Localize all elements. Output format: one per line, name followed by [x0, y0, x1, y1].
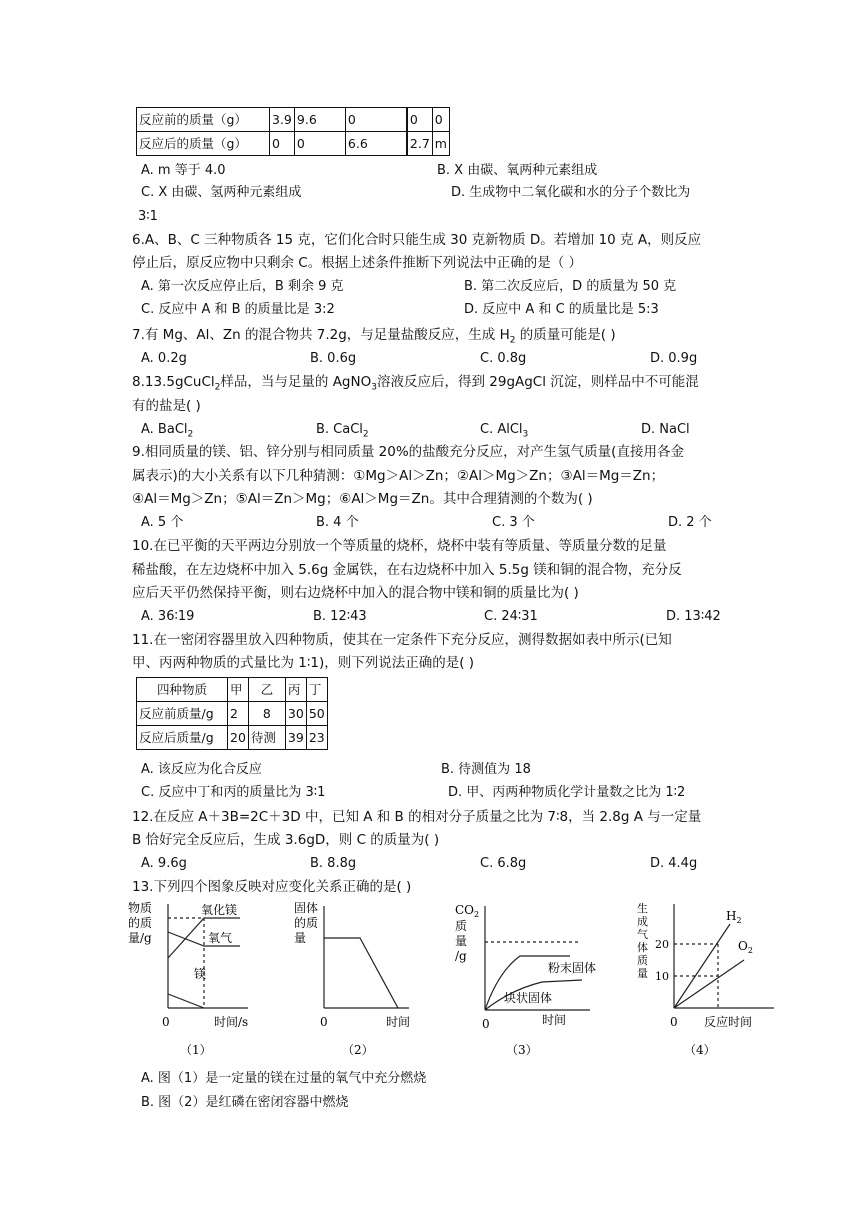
q9-option-a: A. 5 个 — [141, 515, 184, 530]
q10-stem-line1: 10.在已平衡的天平两边分别放一个等质量的烧杯，烧杯中装有等质量、等质量分数的足量 — [132, 538, 667, 554]
fig2-ylabel-2: 的质 — [294, 916, 319, 930]
q13-stem: 13.下列四个图象反映对应变化关系正确的是( ) — [132, 879, 412, 895]
line-o2 — [674, 960, 744, 1008]
figure-1 — [128, 898, 278, 1060]
fig1-origin: 0 — [162, 1015, 170, 1029]
fig4-ylabel-5: 质 — [637, 954, 648, 967]
fig4-ylabel-4: 体 — [637, 941, 648, 954]
line-solid-mass — [324, 938, 398, 1008]
fig3-ylabel-co: $CO_2$ — [455, 903, 480, 919]
fig4-label-h2: $H_2$ — [726, 909, 742, 925]
table-row: 反应后质量/g 20 待测 39 23 — [137, 726, 328, 750]
q11-option-a: A. 该反应为化合反应 — [141, 762, 262, 777]
q8-stem-line1: 8.13.5gCuCl$_2$样品，当与足量的 AgNO$_3$溶液反应后，得到 29gAgCl 沉淀，则样品中不可能混 — [132, 374, 699, 393]
q11-option-b: B. 待测值为 18 — [441, 762, 531, 777]
table-row: 反应前的质量（g） 3.9 9.6 0 0 0 — [137, 108, 450, 132]
q9-option-b: B. 4 个 — [316, 515, 359, 530]
q11-option-d: D. 甲、丙两种物质化学计量数之比为 1∶2 — [448, 785, 686, 800]
q5-option-a: A. m 等于 4.0 — [141, 163, 226, 178]
fig4-caption: （4） — [684, 1043, 716, 1057]
q7-option-d: D. 0.9g — [650, 351, 698, 366]
fig4-ylabel-6: 量 — [637, 967, 648, 980]
q10-option-d: D. 13∶42 — [666, 609, 721, 624]
fig1-ylabel-3: 量/g — [128, 931, 152, 945]
q9-stem-line3: ④Al＝Mg＞Zn；⑤Al＝Zn＞Mg；⑥Al＞Mg＝Zn。其中合理猜测的个数为( ) — [132, 491, 593, 507]
q9-stem-line2: 属表示)的大小关系有以下几种猜测：①Mg＞Al＞Zn；②Al＞Mg＞Zn；③Al＝Mg＝Zn； — [132, 468, 665, 484]
q12-stem-line2: B 恰好完全反应后，生成 3.6gD，则 C 的质量为( ) — [132, 832, 440, 848]
fig1-label-oxygen: 氧气 — [208, 931, 233, 945]
fig4-ylabel-1: 生 — [637, 902, 648, 915]
q5-option-d-cont: 3∶1 — [138, 209, 158, 224]
fig3-ylabel-3: 量 — [455, 934, 468, 948]
table-row: 反应前质量/g 2 8 30 50 — [137, 702, 328, 726]
reaction-mass-table — [136, 107, 450, 156]
table-row: 四种物质 甲 乙 丙 丁 — [137, 678, 328, 702]
q9-option-d: D. 2 个 — [668, 515, 712, 530]
fig2-ylabel-3: 量 — [294, 931, 307, 945]
fig1-label-mgo: 氧化镁 — [201, 903, 238, 917]
q6-stem-line2: 停止后，原反应物中只剩余 C。根据上述条件推断下列说法中正确的是（ ） — [132, 255, 583, 271]
fig2-caption: （2） — [342, 1043, 374, 1057]
fig3-origin: 0 — [482, 1017, 490, 1031]
fig3-xlabel: 时间 — [542, 1013, 567, 1027]
fig4-origin: 0 — [670, 1015, 678, 1029]
q5-option-b: B. X 由碳、氧两种元素组成 — [437, 163, 598, 178]
q12-option-d: D. 4.4g — [650, 856, 698, 871]
fig4-ylabel-2: 成 — [637, 915, 648, 928]
figure-2 — [294, 898, 424, 1060]
line-mg — [168, 994, 204, 1008]
fig4-label-o2: $O_2$ — [738, 939, 753, 955]
q7-stem: 7.有 Mg、Al、Zn 的混合物共 7.2g，与足量盐酸反应，生成 $H_2$ 的质量可能是( ) — [132, 327, 616, 346]
fig4-tick-20: 20 — [655, 938, 669, 951]
fig2-origin: 0 — [320, 1015, 328, 1029]
fig1-ylabel-2: 的质 — [128, 916, 153, 930]
q10-stem-line3: 应后天平仍然保持平衡，则右边烧杯中加入的混合物中镁和铜的质量比为( ) — [132, 585, 579, 601]
figure-4 — [634, 898, 784, 1060]
q8-option-a: A. BaCl$_2$ — [141, 422, 194, 440]
q7-option-a: A. 0.2g — [141, 351, 187, 366]
q7-option-b: B. 0.6g — [310, 351, 357, 366]
q9-option-c: C. 3 个 — [492, 515, 535, 530]
q10-stem-line2: 稀盐酸，在左边烧杯中加入 5.6g 金属铁，在右边烧杯中加入 5.5g 镁和铜的混合物，充分反 — [132, 562, 682, 578]
table-row: 反应后的质量（g） 0 0 6.6 2.7 m — [137, 132, 450, 156]
q6-stem-line1: 6.A、B、C 三种物质各 15 克，它们化合时只能生成 30 克新物质 D。若增加 10 克 A，则反应 — [132, 232, 702, 248]
fig3-label-lump: 块状固体 — [504, 991, 553, 1005]
q8-option-b: B. CaCl$_2$ — [316, 422, 369, 440]
q8-option-c: C. AlCl$_3$ — [480, 422, 529, 440]
q6-option-a: A. 第一次反应停止后，B 剩余 9 克 — [141, 279, 344, 294]
q11-option-c: C. 反应中丁和丙的质量比为 3∶1 — [141, 785, 326, 800]
q6-option-c: C. 反应中 A 和 B 的质量比是 3:2 — [141, 302, 335, 317]
q6-option-d: D. 反应中 A 和 C 的质量比是 5:3 — [464, 302, 659, 317]
fig3-caption: （3） — [506, 1043, 538, 1057]
q10-option-a: A. 36∶19 — [141, 609, 195, 624]
fig1-caption: （1） — [180, 1043, 212, 1057]
q11-stem-line2: 甲、丙两种物质的式量比为 1∶1)，则下列说法正确的是( ) — [132, 655, 475, 671]
fig2-ylabel-1: 固体 — [294, 901, 319, 915]
fig3-ylabel-4: /g — [455, 949, 467, 963]
q12-option-a: A. 9.6g — [141, 856, 187, 871]
fig4-xlabel: 反应时间 — [704, 1015, 753, 1029]
fig3-label-powder: 粉末固体 — [548, 961, 597, 975]
q13-option-b: B. 图（2）是红磷在密闭容器中燃烧 — [141, 1095, 349, 1110]
q6-option-b: B. 第二次反应后，D 的质量为 50 克 — [464, 279, 677, 294]
four-substances-table — [136, 677, 328, 750]
q13-option-a: A. 图（1）是一定量的镁在过量的氧气中充分燃烧 — [141, 1071, 427, 1086]
q12-stem-line1: 12.在反应 A＋3B=2C＋3D 中，已知 A 和 B 的相对分子质量之比为 7∶8，当 2.8g A 与一定量 — [132, 809, 702, 825]
q11-stem-line1: 11.在一密闭容器里放入四种物质，使其在一定条件下充分反应，测得数据如表中所示(已知 — [132, 632, 672, 648]
line-h2 — [674, 924, 730, 1008]
fig4-tick-10: 10 — [655, 970, 669, 983]
q10-option-c: C. 24∶31 — [484, 609, 538, 624]
q9-stem-line1: 9.相同质量的镁、铝、锌分别与相同质量 20%的盐酸充分反应，对产生氢气质量(直接用各金 — [132, 444, 684, 460]
q8-option-d: D. NaCl — [641, 422, 690, 437]
fig1-xlabel: 时间/s — [214, 1015, 249, 1029]
fig1-label-mg: 镁 — [194, 967, 207, 981]
q8-stem-line2: 有的盐是( ) — [132, 398, 201, 414]
figure-3 — [450, 898, 600, 1060]
q12-option-b: B. 8.8g — [310, 856, 357, 871]
q10-option-b: B. 12∶43 — [313, 609, 367, 624]
q5-option-c: C. X 由碳、氢两种元素组成 — [141, 185, 302, 200]
fig3-ylabel-2: 质 — [455, 919, 468, 933]
fig4-ylabel-3: 气 — [637, 928, 648, 941]
q5-option-d: D. 生成物中二氧化碳和水的分子个数比为 — [451, 185, 691, 200]
fig2-xlabel: 时间 — [386, 1015, 411, 1029]
fig1-ylabel-1: 物质 — [128, 901, 153, 915]
q7-option-c: C. 0.8g — [480, 351, 527, 366]
q12-option-c: C. 6.8g — [480, 856, 527, 871]
